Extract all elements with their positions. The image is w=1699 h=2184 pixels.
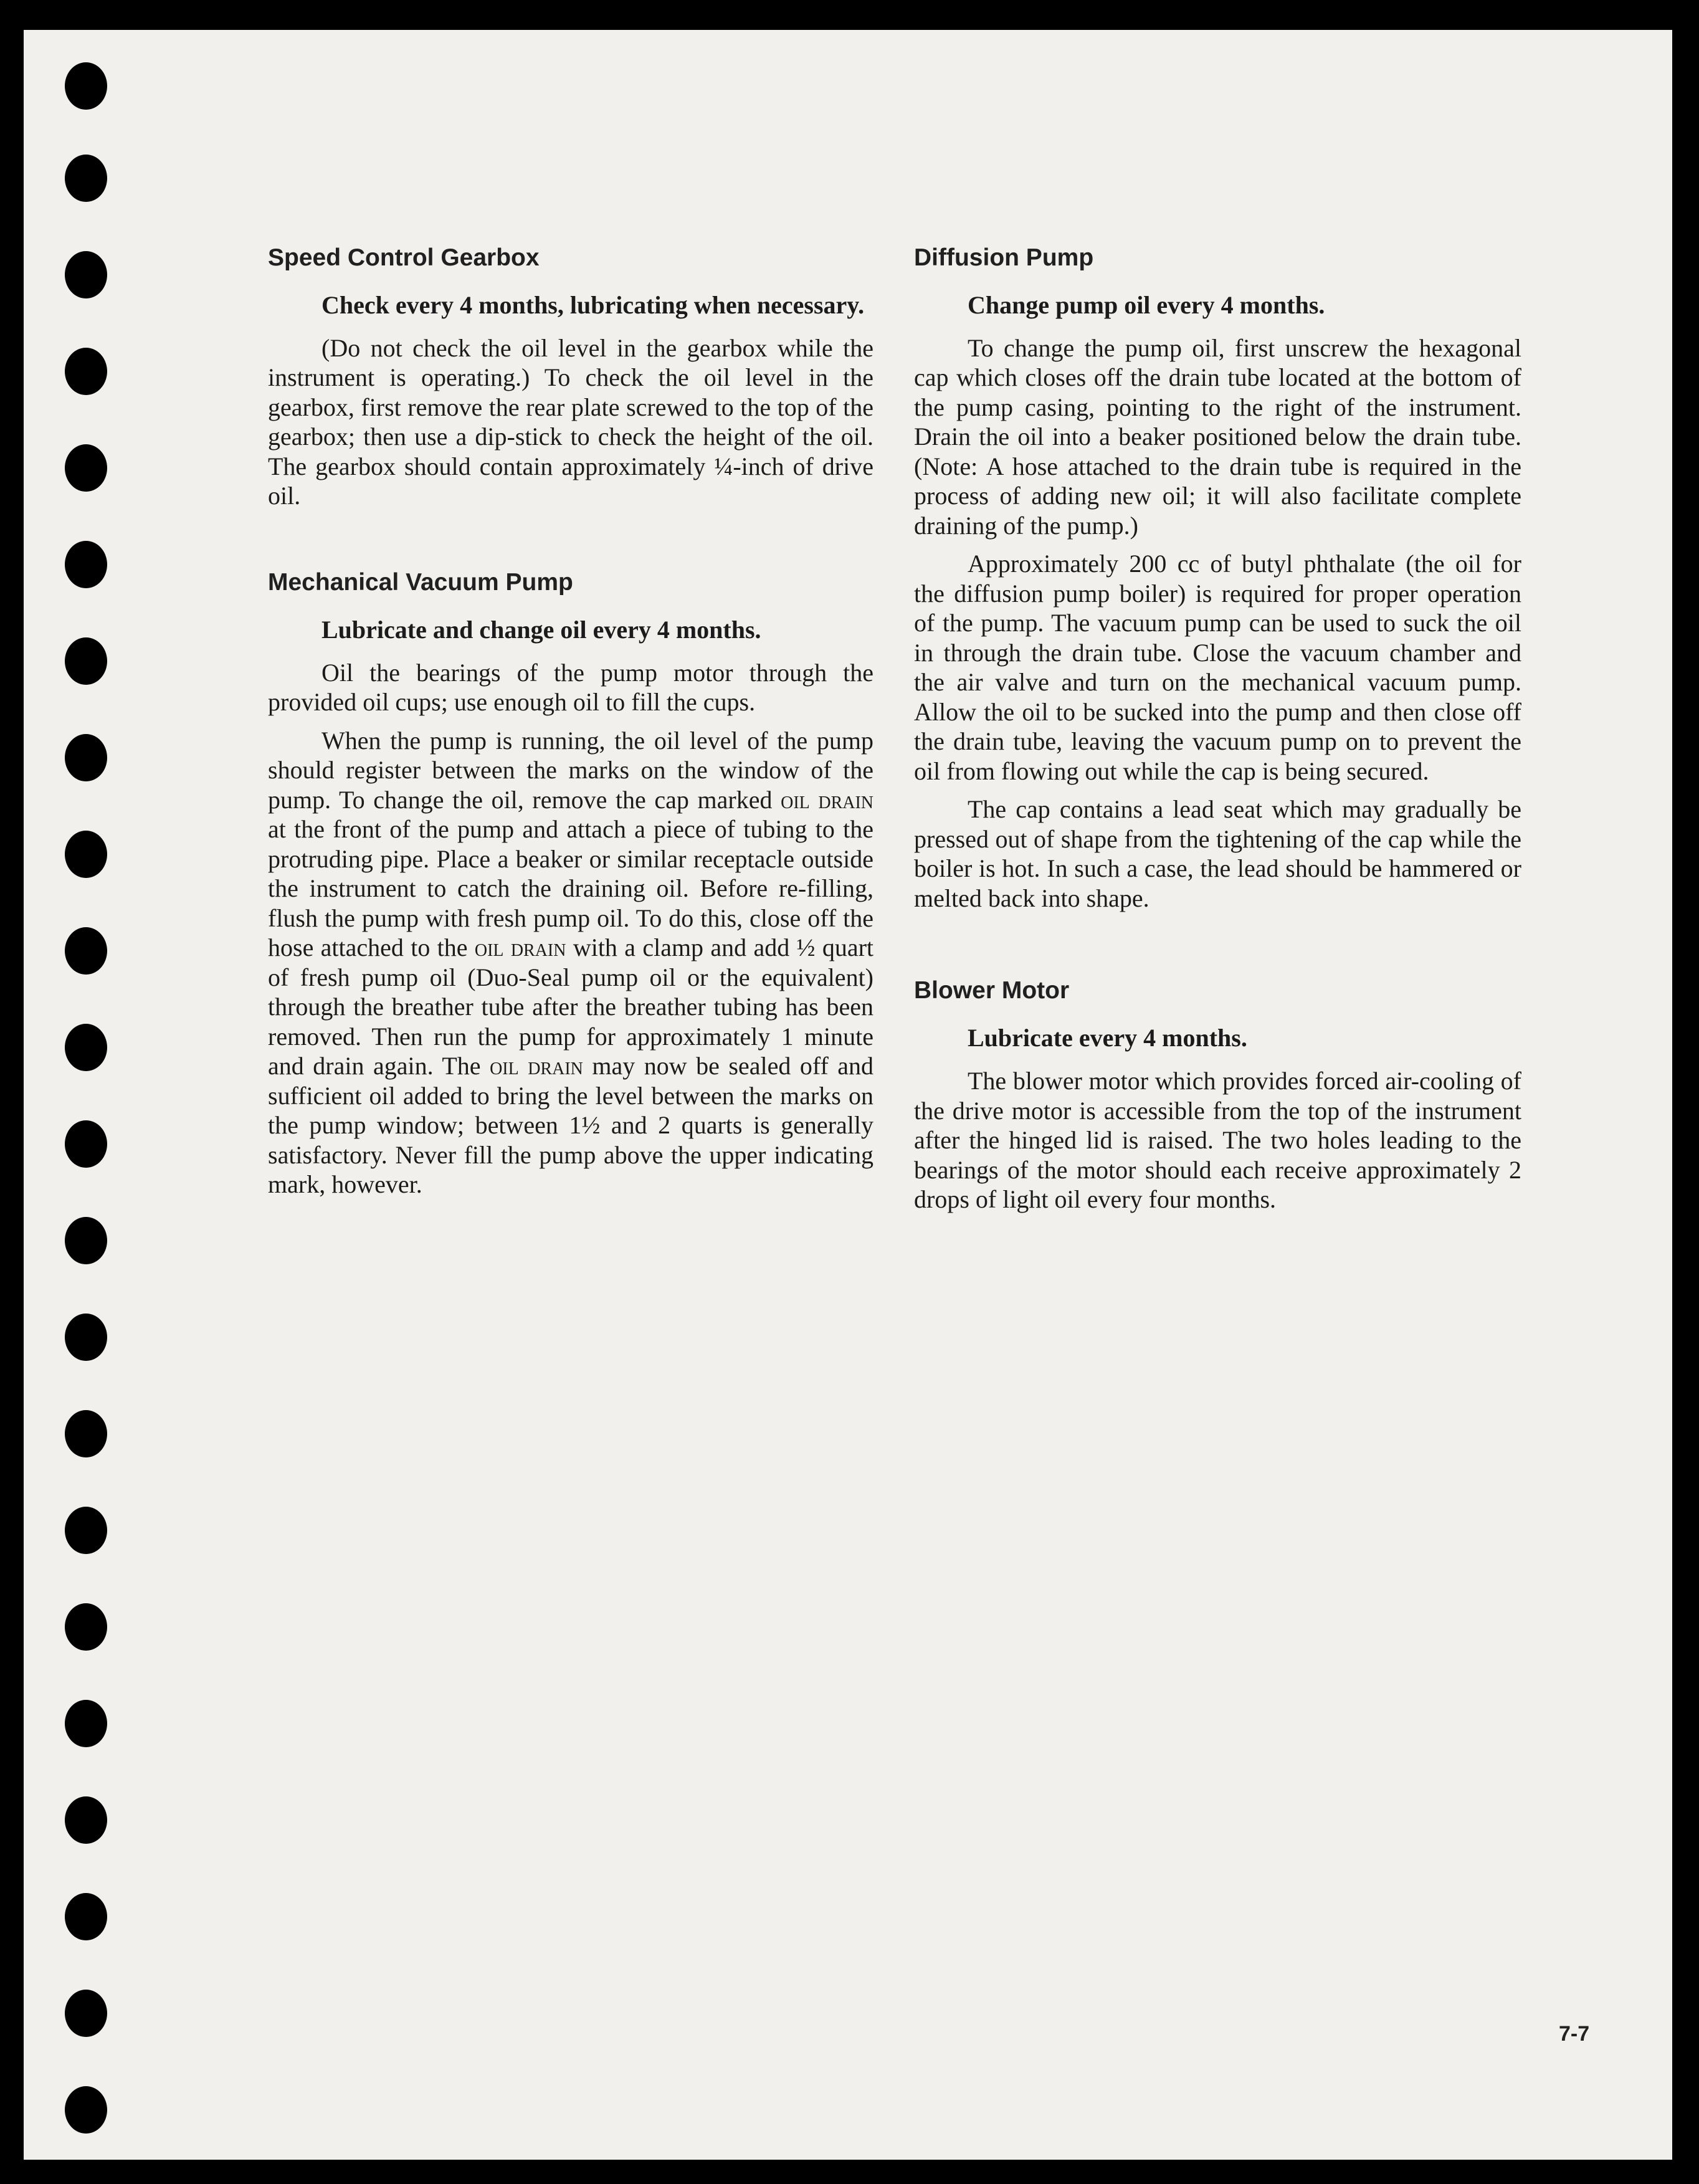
binder-hole bbox=[65, 927, 107, 975]
paragraph: (Do not check the oil level in the gearbox while the instrument is operating.) To check the oil level in the gearbox, first remove the rear plate screwed to the top of the gearbox; then use a dip-stick to check the height of the oil. The gearbox should contain approximately ¼-inch of drive oil. bbox=[268, 333, 873, 510]
text-run: When the pump is running, the oil level of the pump should register between the marks on the window of the pump. To change the oil, remove the cap marked bbox=[268, 726, 873, 814]
binder-hole bbox=[65, 62, 107, 110]
paragraph bbox=[268, 726, 873, 1199]
paragraph: The cap contains a lead seat which may gradually be pressed out of shape from the tightening of the cap while the boiler is hot. In such a case, the lead should be hammered or melted back into shape. bbox=[914, 795, 1521, 912]
binder-hole bbox=[65, 831, 107, 878]
oil-drain-label: oil drain bbox=[781, 785, 874, 814]
paragraph: Approximately 200 cc of butyl phthalate (the oil for the diffusion pump boiler) is required for proper operation of the pump. The vacuum pump can be used to suck the oil in through the drain tube. Close the vacuum chamber and the air valve and turn on the mechanical vacuum pump. Allow the oil to be sucked into the pump and then close off the drain tube, leaving the vacuum pump on to prevent the oil from flowing out while the cap is being secured. bbox=[914, 550, 1521, 785]
section-instruction: Lubricate and change oil every 4 months. bbox=[321, 615, 761, 644]
binder-hole bbox=[65, 251, 107, 298]
section-heading: Blower Motor bbox=[914, 977, 1070, 1004]
oil-drain-label: oil drain bbox=[474, 933, 566, 962]
binder-hole bbox=[65, 444, 107, 492]
section-mechanical-vacuum-pump bbox=[268, 568, 873, 1199]
binder-hole bbox=[65, 637, 107, 685]
binder-hole bbox=[65, 1217, 107, 1264]
section-instruction: Check every 4 months, lubricating when necessary. bbox=[321, 290, 865, 319]
page-number: 7-7 bbox=[1559, 2022, 1590, 2046]
binder-hole bbox=[65, 1603, 107, 1651]
paragraph: To change the pump oil, first unscrew the hexagonal cap which closes off the drain tube located at the bottom of the pump casing, pointing to the right of the instrument. Drain the oil into a beaker positioned below the drain tube. (Note: A hose attached to the drain tube is required in the process of adding new oil; it will also facilitate complete draining of the pump.) bbox=[914, 333, 1521, 540]
binder-hole bbox=[65, 155, 107, 202]
section-diffusion-pump bbox=[914, 244, 1521, 913]
binder-hole bbox=[65, 1314, 107, 1361]
section-instruction: Change pump oil every 4 months. bbox=[968, 290, 1325, 319]
binder-hole bbox=[65, 1410, 107, 1457]
section-blower-motor bbox=[914, 976, 1521, 1214]
left-column bbox=[268, 244, 873, 1208]
section-instruction: Lubricate every 4 months. bbox=[968, 1024, 1247, 1052]
section-speed-control-gearbox bbox=[268, 244, 873, 511]
section-heading: Mechanical Vacuum Pump bbox=[268, 568, 573, 596]
section-heading: Diffusion Pump bbox=[914, 244, 1094, 271]
binder-hole bbox=[65, 1893, 107, 1940]
section-heading: Speed Control Gearbox bbox=[268, 244, 540, 271]
binder-hole bbox=[65, 1990, 107, 2037]
text-run: with a clamp and add ½ quart of fresh pump oil (Duo-Seal pump oil or the equivalent) through the breather tube after the breather tubing has been removed. Then run the pump for approximately 1 minute and drain again. The bbox=[268, 933, 874, 1080]
binder-hole bbox=[65, 1507, 107, 1554]
binder-hole bbox=[65, 541, 107, 588]
binder-hole bbox=[65, 1796, 107, 1844]
oil-drain-label: oil drain bbox=[490, 1052, 583, 1080]
text-run: may now be sealed off and sufficient oil added to bring the level between the marks on the pump window; between 1½ and 2 quarts is generally satisfactory. Never fill the pump above the upper indicating mark, however. bbox=[268, 1052, 874, 1199]
manual-page bbox=[24, 30, 1672, 2160]
text-run: at the front of the pump and attach a piece of tubing to the protruding pipe. Place a beaker or similar receptacle outside the instrument to catch the draining oil. Before re-filling, flush the pump with fresh pump oil. To do this, close off the hose attached to the bbox=[268, 815, 873, 962]
paragraph: The blower motor which provides forced air-cooling of the drive motor is accessible from the top of the instrument after the hinged lid is raised. The two holes leading to the bearings of the motor should each receive approximately 2 drops of light oil every four months. bbox=[914, 1067, 1521, 1214]
binder-hole bbox=[65, 734, 107, 781]
binder-hole bbox=[65, 1700, 107, 1747]
paragraph: Oil the bearings of the pump motor through the provided oil cups; use enough oil to fill the cups. bbox=[268, 658, 873, 717]
right-column bbox=[914, 244, 1521, 1223]
binder-hole bbox=[65, 1024, 107, 1071]
binder-hole bbox=[65, 348, 107, 395]
binder-hole bbox=[65, 1120, 107, 1168]
binder-hole bbox=[65, 2086, 107, 2134]
